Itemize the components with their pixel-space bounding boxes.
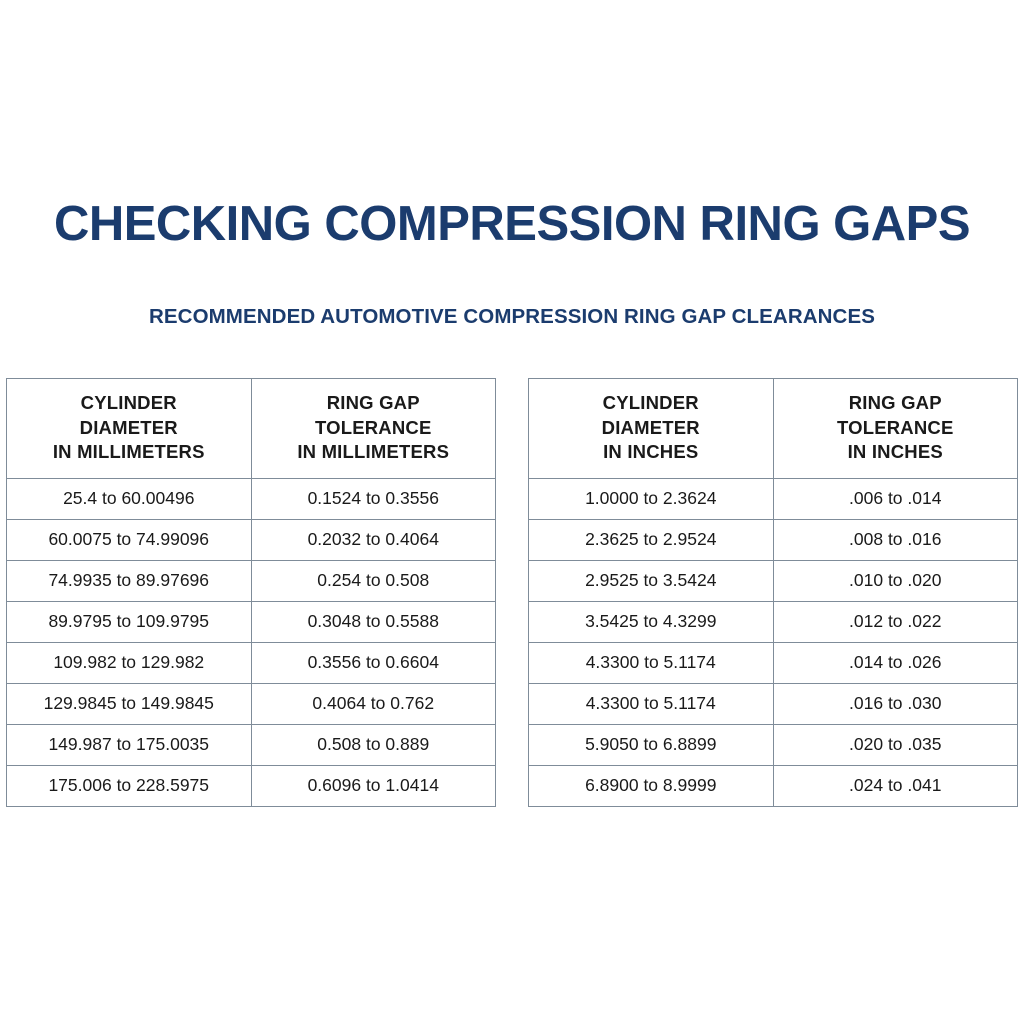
cell-tolerance: .006 to .014 [773, 478, 1018, 519]
metric-tolerance-header [251, 379, 496, 479]
cell-diameter: 2.3625 to 2.9524 [529, 519, 774, 560]
header-line-2: TOLERANCE [836, 416, 954, 438]
tables-container [0, 378, 1024, 807]
cell-diameter: 3.5425 to 4.3299 [529, 601, 774, 642]
cell-tolerance: .016 to .030 [773, 683, 1018, 724]
header-line-2: DIAMETER [601, 416, 700, 438]
table-row [7, 601, 496, 642]
cell-diameter: 1.0000 to 2.3624 [529, 478, 774, 519]
table-row [7, 724, 496, 765]
cell-tolerance: 0.2032 to 0.4064 [251, 519, 496, 560]
page-subtitle: RECOMMENDED AUTOMOTIVE COMPRESSION RING GAP CLEARANCES [149, 305, 875, 328]
imperial-table [528, 378, 1018, 807]
header-line-1: RING GAP [848, 392, 942, 413]
table-row [529, 765, 1018, 806]
table-row [529, 601, 1018, 642]
header-line-1: RING GAP [326, 392, 420, 413]
table-header-row [529, 379, 1018, 479]
metric-table [6, 378, 496, 807]
cell-diameter: 60.0075 to 74.99096 [7, 519, 252, 560]
table-row [529, 724, 1018, 765]
header-line-1: CYLINDER [602, 392, 699, 413]
cell-diameter: 4.3300 to 5.1174 [529, 642, 774, 683]
header-line-1: CYLINDER [80, 392, 177, 413]
cell-tolerance: 0.254 to 0.508 [251, 560, 496, 601]
metric-table-body [7, 478, 496, 806]
table-row [529, 478, 1018, 519]
cell-diameter: 149.987 to 175.0035 [7, 724, 252, 765]
table-row [529, 683, 1018, 724]
cell-tolerance: .012 to .022 [773, 601, 1018, 642]
cell-diameter: 6.8900 to 8.9999 [529, 765, 774, 806]
header-line-3: IN MILLIMETERS [297, 441, 450, 463]
table-row [7, 765, 496, 806]
table-row [529, 519, 1018, 560]
cell-tolerance: 0.3048 to 0.5588 [251, 601, 496, 642]
cell-diameter: 5.9050 to 6.8899 [529, 724, 774, 765]
cell-tolerance: 0.6096 to 1.0414 [251, 765, 496, 806]
imperial-table-body [529, 478, 1018, 806]
imperial-tolerance-header [773, 379, 1018, 479]
table-row [529, 560, 1018, 601]
cell-tolerance: .010 to .020 [773, 560, 1018, 601]
cell-diameter: 89.9795 to 109.9795 [7, 601, 252, 642]
cell-diameter: 129.9845 to 149.9845 [7, 683, 252, 724]
cell-diameter: 74.9935 to 89.97696 [7, 560, 252, 601]
cell-tolerance: .024 to .041 [773, 765, 1018, 806]
table-row [7, 683, 496, 724]
cell-tolerance: 0.508 to 0.889 [251, 724, 496, 765]
table-row [7, 519, 496, 560]
table-row [7, 560, 496, 601]
cell-diameter: 25.4 to 60.00496 [7, 478, 252, 519]
table-row [529, 642, 1018, 683]
imperial-table-head [529, 379, 1018, 479]
header-line-2: DIAMETER [79, 416, 178, 438]
cell-tolerance: .020 to .035 [773, 724, 1018, 765]
cell-diameter: 2.9525 to 3.5424 [529, 560, 774, 601]
metric-diameter-header [7, 379, 252, 479]
cell-tolerance: .014 to .026 [773, 642, 1018, 683]
imperial-diameter-header [529, 379, 774, 479]
cell-diameter: 4.3300 to 5.1174 [529, 683, 774, 724]
cell-tolerance: 0.1524 to 0.3556 [251, 478, 496, 519]
header-line-3: IN MILLIMETERS [52, 441, 205, 463]
table-row [7, 478, 496, 519]
metric-table-head [7, 379, 496, 479]
cell-tolerance: 0.3556 to 0.6604 [251, 642, 496, 683]
page-title: CHECKING COMPRESSION RING GAPS [53, 197, 971, 251]
cell-tolerance: 0.4064 to 0.762 [251, 683, 496, 724]
header-line-3: IN INCHES [847, 441, 943, 463]
cell-diameter: 109.982 to 129.982 [7, 642, 252, 683]
cell-diameter: 175.006 to 228.5975 [7, 765, 252, 806]
header-line-2: TOLERANCE [314, 416, 432, 438]
table-row [7, 642, 496, 683]
cell-tolerance: .008 to .016 [773, 519, 1018, 560]
header-line-3: IN INCHES [603, 441, 699, 463]
table-header-row [7, 379, 496, 479]
